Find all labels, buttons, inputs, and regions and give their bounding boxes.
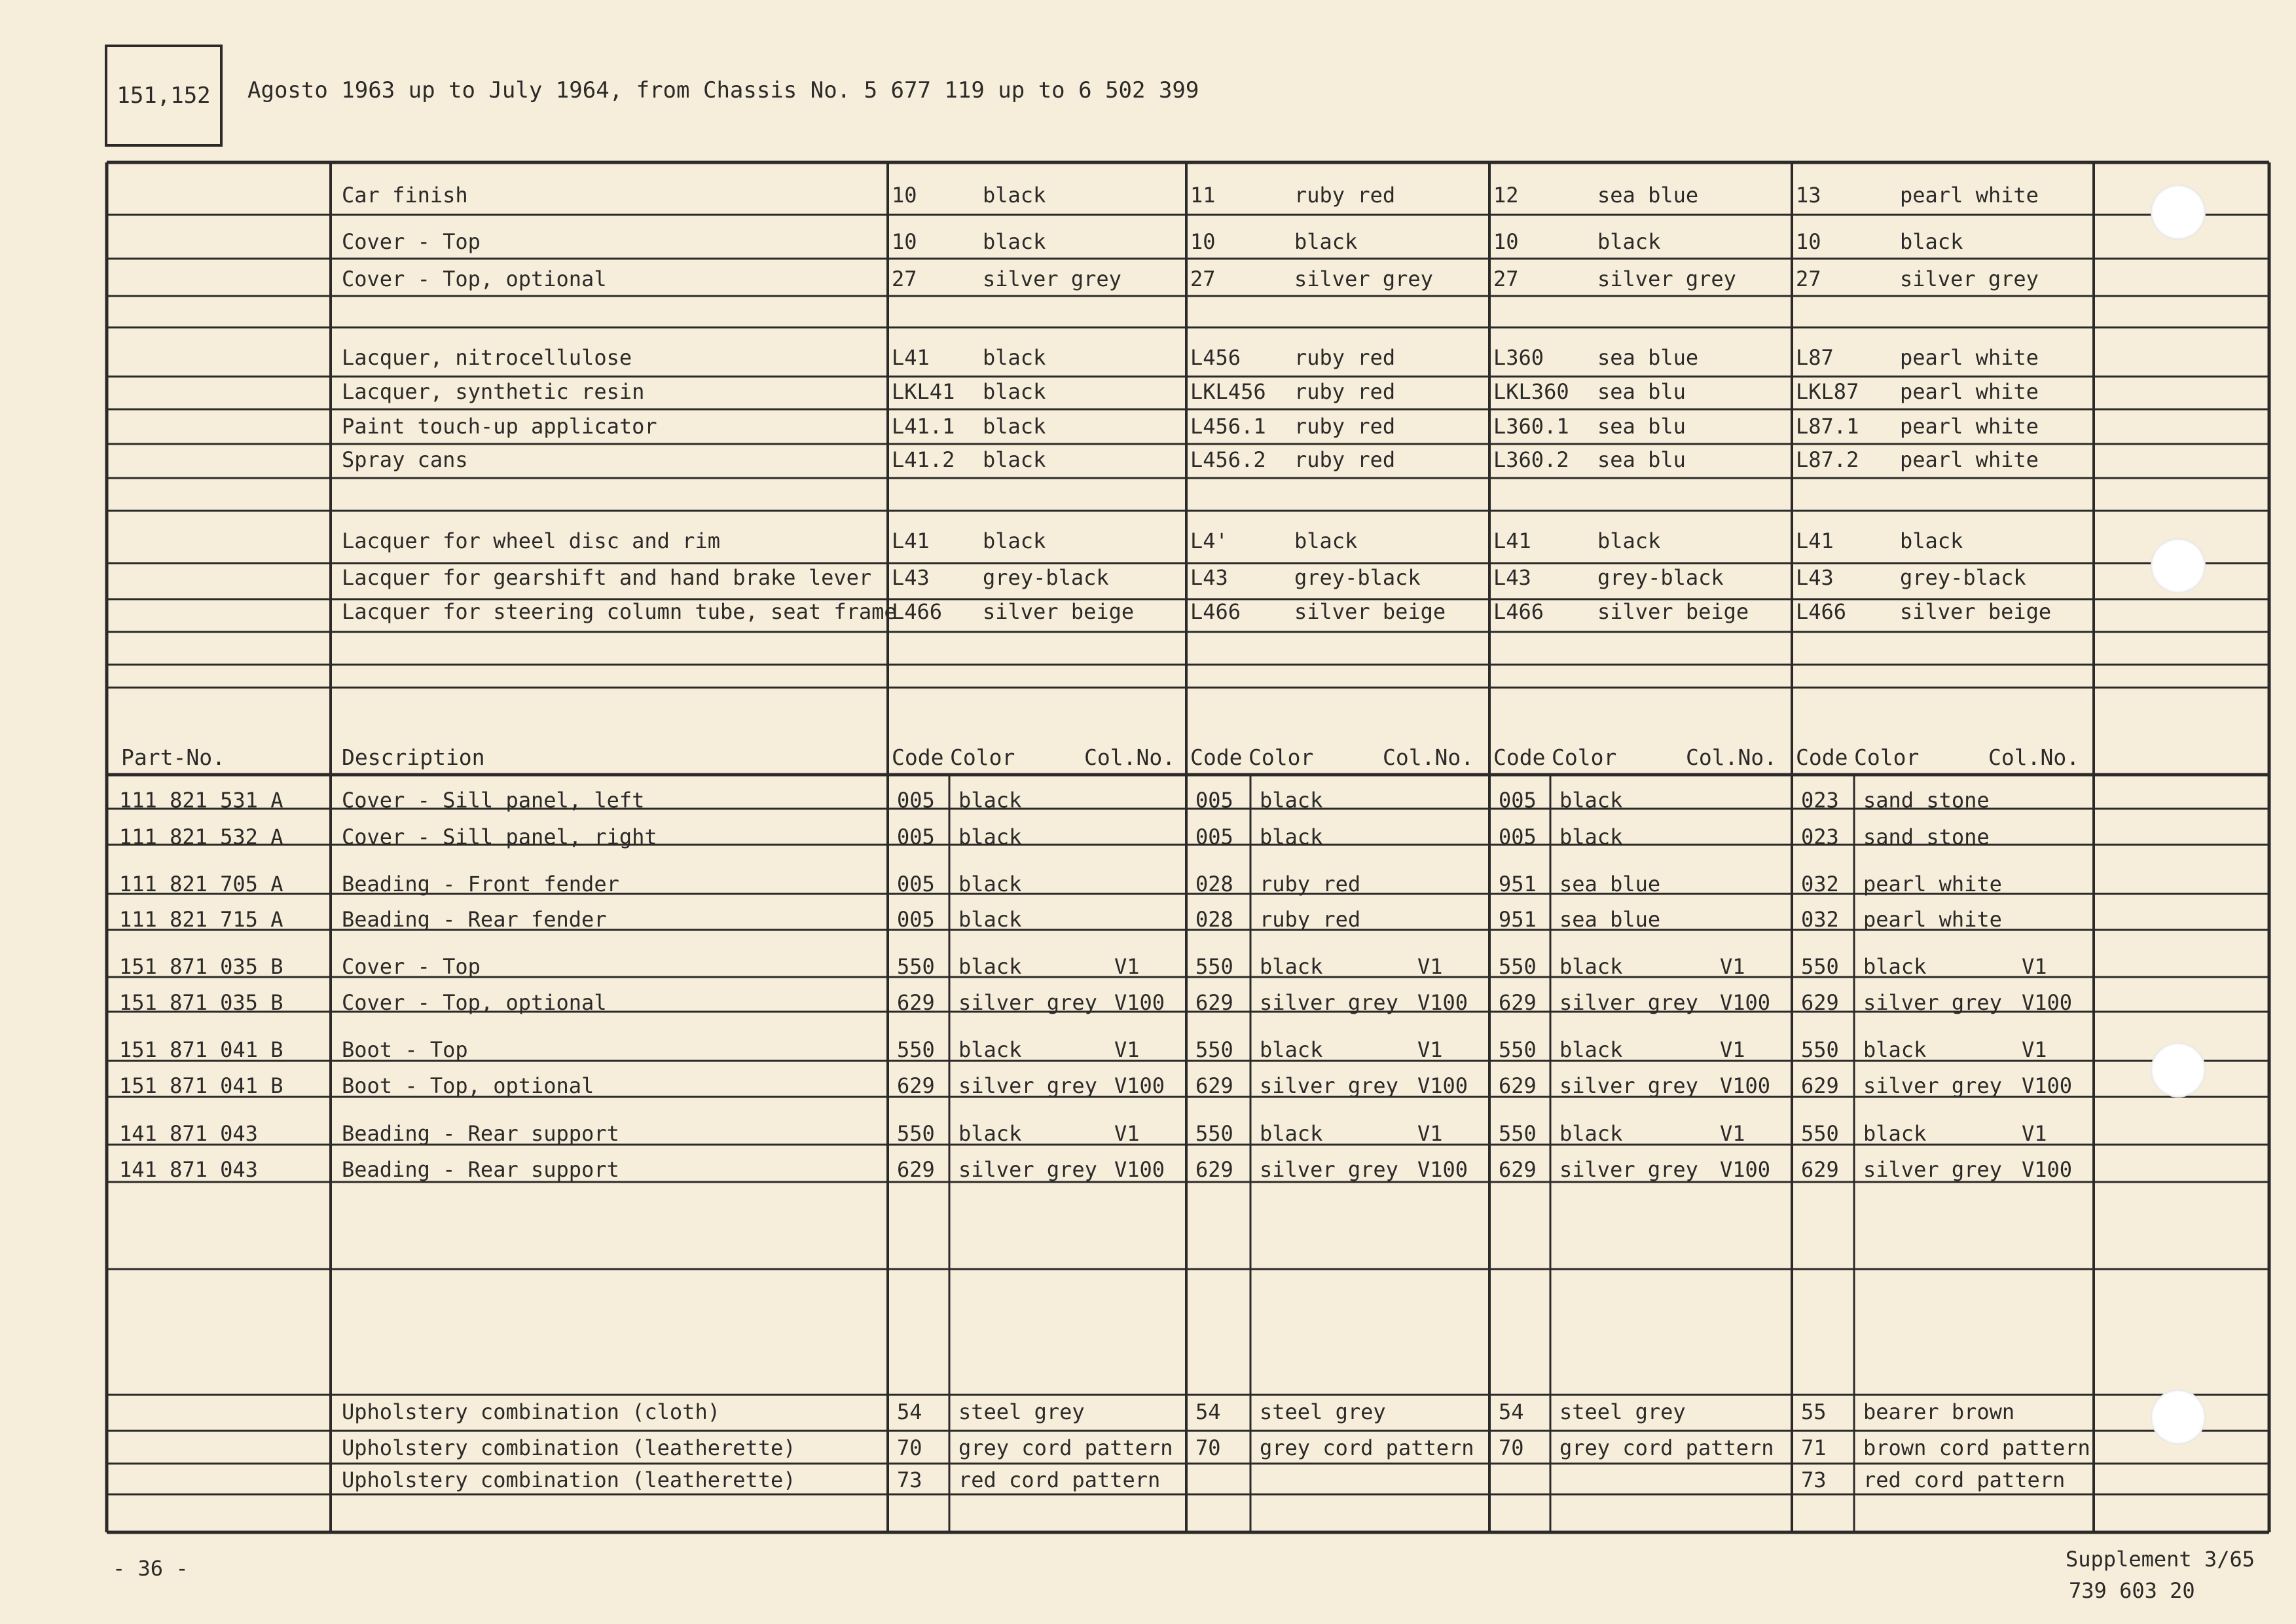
color-code: 951 (1499, 907, 1537, 932)
part-number: 111 821 705 A (119, 872, 283, 896)
part-description: Beading - Rear support (342, 1121, 619, 1146)
color-value: black (1597, 528, 1661, 553)
color-name: black (958, 1037, 1022, 1062)
code-value: 10 (1190, 229, 1216, 254)
binder-hole (2151, 1043, 2206, 1098)
code-value: L87 (1796, 345, 1834, 370)
color-code: 023 (1801, 788, 1839, 813)
color-code: 028 (1195, 872, 1233, 896)
code-value: 10 (1493, 229, 1519, 254)
color-code: 951 (1499, 872, 1537, 896)
column-header-color: Color (950, 745, 1015, 770)
description-label: Lacquer for gearshift and hand brake lever (342, 565, 872, 590)
col-no: V1 (1417, 1037, 1443, 1062)
col-no: V1 (1417, 954, 1443, 979)
color-value: black (983, 345, 1046, 370)
upholstery-code: 54 (1499, 1399, 1524, 1424)
color-code: 550 (1195, 954, 1233, 979)
color-value: black (1900, 229, 1963, 254)
description-label: Lacquer, nitrocellulose (342, 345, 632, 370)
color-value: pearl white (1900, 447, 2039, 472)
color-name: sand stone (1863, 824, 1990, 849)
color-value: silver beige (1900, 599, 2052, 624)
col-no: V1 (1417, 1121, 1443, 1146)
col-no: V100 (1417, 1073, 1468, 1098)
color-value: silver beige (1294, 599, 1446, 624)
color-value: ruby red (1294, 414, 1396, 439)
color-name: silver grey (1863, 1157, 2002, 1182)
part-number: 151 871 041 B (119, 1073, 283, 1098)
color-code: 550 (897, 954, 935, 979)
color-code: 550 (897, 1121, 935, 1146)
color-code: 629 (1499, 1073, 1537, 1098)
code-value: L4' (1190, 528, 1228, 553)
color-code: 005 (897, 788, 935, 813)
upholstery-label: Upholstery combination (cloth) (342, 1399, 720, 1424)
part-number: 111 821 532 A (119, 824, 283, 849)
column-header-color: Color (1248, 745, 1314, 770)
code-value: L466 (1796, 599, 1847, 624)
col-no: V100 (1417, 1157, 1468, 1182)
description-label: Car finish (342, 183, 468, 208)
part-number: 151 871 041 B (119, 1037, 283, 1062)
color-name: black (1260, 954, 1323, 979)
color-code: 550 (1499, 1037, 1537, 1062)
part-description: Beading - Front fender (342, 872, 619, 896)
description-label: Cover - Top, optional (342, 267, 607, 291)
upholstery-color: steel grey (1260, 1399, 1386, 1424)
color-name: sand stone (1863, 788, 1990, 813)
code-value: L466 (892, 599, 943, 624)
upholstery-code: 71 (1801, 1435, 1827, 1460)
color-name: black (1559, 788, 1623, 813)
part-description: Beading - Rear support (342, 1157, 619, 1182)
col-no: V100 (1720, 990, 1771, 1015)
document-number: 739 603 20 (2069, 1578, 2195, 1603)
color-value: black (1597, 229, 1661, 254)
code-value: L41.1 (892, 414, 955, 439)
code-value: L41 (1493, 528, 1531, 553)
color-value: grey-black (1294, 565, 1421, 590)
code-value: LKL41 (892, 379, 955, 404)
code-value: 10 (1796, 229, 1821, 254)
color-code: 629 (1195, 1157, 1233, 1182)
color-name: silver grey (1863, 1073, 2002, 1098)
upholstery-color: bearer brown (1863, 1399, 2015, 1424)
code-value: L87.1 (1796, 414, 1859, 439)
color-code: 028 (1195, 907, 1233, 932)
code-value: 10 (892, 229, 917, 254)
color-name: silver grey (1863, 990, 2002, 1015)
code-value: L41 (1796, 528, 1834, 553)
part-description: Cover - Top, optional (342, 990, 607, 1015)
col-no: V1 (1720, 1121, 1745, 1146)
binder-hole (2151, 538, 2206, 593)
color-code: 005 (1499, 824, 1537, 849)
code-value: LKL456 (1190, 379, 1266, 404)
col-no: V100 (1114, 1073, 1165, 1098)
color-code: 629 (1195, 990, 1233, 1015)
column-header-col-no: Col.No. (1686, 745, 1777, 770)
part-description: Cover - Sill panel, left (342, 788, 645, 813)
description-label: Lacquer for steering column tube, seat frame (342, 599, 897, 624)
code-value: LKL87 (1796, 379, 1859, 404)
binder-hole (2151, 1390, 2206, 1445)
col-no: V100 (1417, 990, 1468, 1015)
color-value: pearl white (1900, 379, 2039, 404)
upholstery-color: grey cord pattern (958, 1435, 1173, 1460)
color-code: 629 (1801, 990, 1839, 1015)
color-name: black (958, 1121, 1022, 1146)
description-label: Lacquer for wheel disc and rim (342, 528, 720, 553)
col-no: V1 (2022, 1037, 2047, 1062)
col-no: V100 (2022, 1073, 2073, 1098)
color-value: ruby red (1294, 379, 1396, 404)
column-header-code: Code (1493, 745, 1546, 770)
color-value: ruby red (1294, 345, 1396, 370)
code-value: L43 (1190, 565, 1228, 590)
color-code: 023 (1801, 824, 1839, 849)
color-code: 550 (897, 1037, 935, 1062)
code-value: 27 (1493, 267, 1519, 291)
upholstery-code: 70 (897, 1435, 922, 1460)
color-name: silver grey (1260, 1157, 1398, 1182)
col-no: V100 (2022, 990, 2073, 1015)
code-value: 13 (1796, 183, 1821, 208)
upholstery-color: steel grey (1559, 1399, 1686, 1424)
color-code: 550 (1499, 954, 1537, 979)
color-name: black (1260, 1037, 1323, 1062)
color-name: black (958, 872, 1022, 896)
color-name: silver grey (958, 1073, 1097, 1098)
binder-hole (2151, 185, 2206, 240)
column-header-part-no: Part-No. (121, 745, 225, 770)
upholstery-code: 70 (1195, 1435, 1221, 1460)
upholstery-color: brown cord pattern (1863, 1435, 2090, 1460)
color-value: ruby red (1294, 183, 1396, 208)
code-value: L456.1 (1190, 414, 1266, 439)
color-name: black (1260, 1121, 1323, 1146)
description-label: Spray cans (342, 447, 468, 472)
description-label: Paint touch-up applicator (342, 414, 657, 439)
color-value: sea blue (1597, 345, 1699, 370)
color-code: 550 (1801, 1121, 1839, 1146)
color-name: black (1863, 954, 1927, 979)
code-value: L360.2 (1493, 447, 1569, 472)
code-value: 27 (1796, 267, 1821, 291)
col-no: V1 (1720, 954, 1745, 979)
upholstery-code: 54 (897, 1399, 922, 1424)
color-value: sea blu (1597, 379, 1686, 404)
column-header-code: Code (892, 745, 944, 770)
color-name: black (958, 788, 1022, 813)
color-value: grey-black (1597, 565, 1724, 590)
column-header-col-no: Col.No. (1383, 745, 1474, 770)
code-value: L456.2 (1190, 447, 1266, 472)
part-number: 141 871 043 (119, 1121, 258, 1146)
part-number: 111 821 715 A (119, 907, 283, 932)
color-code: 629 (1499, 990, 1537, 1015)
color-value: pearl white (1900, 345, 2039, 370)
col-no: V100 (1114, 1157, 1165, 1182)
color-value: sea blu (1597, 447, 1686, 472)
color-code: 629 (897, 1073, 935, 1098)
upholstery-code: 73 (897, 1467, 922, 1492)
color-name: black (1863, 1121, 1927, 1146)
part-number: 151 871 035 B (119, 990, 283, 1015)
color-code: 629 (1801, 1073, 1839, 1098)
upholstery-color: grey cord pattern (1559, 1435, 1774, 1460)
code-value: 27 (892, 267, 917, 291)
color-name: silver grey (1559, 990, 1698, 1015)
color-code: 005 (1195, 824, 1233, 849)
color-value: sea blu (1597, 414, 1686, 439)
color-name: ruby red (1260, 907, 1361, 932)
color-value: pearl white (1900, 414, 2039, 439)
color-name: black (1260, 788, 1323, 813)
color-code: 629 (1801, 1157, 1839, 1182)
code-value: L87.2 (1796, 447, 1859, 472)
column-header-col-no: Col.No. (1988, 745, 2080, 770)
col-no: V100 (1114, 990, 1165, 1015)
color-name: silver grey (958, 990, 1097, 1015)
col-no: V1 (1720, 1037, 1745, 1062)
color-code: 032 (1801, 872, 1839, 896)
color-name: black (1559, 824, 1623, 849)
column-header-description: Description (342, 745, 485, 770)
color-name: black (1260, 824, 1323, 849)
part-number: 141 871 043 (119, 1157, 258, 1182)
color-value: ruby red (1294, 447, 1396, 472)
color-name: pearl white (1863, 907, 2002, 932)
code-value: 10 (892, 183, 917, 208)
color-code: 629 (1499, 1157, 1537, 1182)
upholstery-code: 70 (1499, 1435, 1524, 1460)
color-value: black (983, 379, 1046, 404)
color-value: black (983, 528, 1046, 553)
code-value: L360 (1493, 345, 1544, 370)
color-code: 629 (897, 1157, 935, 1182)
upholstery-color: steel grey (958, 1399, 1085, 1424)
column-header-color: Color (1552, 745, 1617, 770)
column-header-col-no: Col.No. (1084, 745, 1176, 770)
color-name: black (1863, 1037, 1927, 1062)
code-value: L41 (892, 345, 930, 370)
upholstery-code: 55 (1801, 1399, 1827, 1424)
color-code: 550 (1195, 1121, 1233, 1146)
upholstery-color: red cord pattern (958, 1467, 1161, 1492)
color-code: 032 (1801, 907, 1839, 932)
code-value: L456 (1190, 345, 1241, 370)
color-name: silver grey (958, 1157, 1097, 1182)
color-code: 629 (1195, 1073, 1233, 1098)
code-value: 12 (1493, 183, 1519, 208)
color-name: pearl white (1863, 872, 2002, 896)
color-value: black (983, 447, 1046, 472)
col-no: V100 (1720, 1157, 1771, 1182)
color-name: black (1559, 1121, 1623, 1146)
color-code: 005 (1195, 788, 1233, 813)
color-code: 005 (897, 872, 935, 896)
code-value: L466 (1190, 599, 1241, 624)
color-value: black (1294, 229, 1358, 254)
upholstery-code: 73 (1801, 1467, 1827, 1492)
color-name: silver grey (1260, 1073, 1398, 1098)
code-value: LKL360 (1493, 379, 1569, 404)
color-value: pearl white (1900, 183, 2039, 208)
color-value: silver grey (1597, 267, 1736, 291)
color-name: silver grey (1559, 1157, 1698, 1182)
color-name: black (1559, 1037, 1623, 1062)
color-code: 550 (1195, 1037, 1233, 1062)
col-no: V1 (1114, 1037, 1140, 1062)
color-name: black (1559, 954, 1623, 979)
col-no: V100 (2022, 1157, 2073, 1182)
code-value: L43 (1493, 565, 1531, 590)
color-name: sea blue (1559, 872, 1661, 896)
code-value: L43 (892, 565, 930, 590)
color-value: black (1294, 528, 1358, 553)
code-value: 11 (1190, 183, 1216, 208)
color-value: sea blue (1597, 183, 1699, 208)
color-name: black (958, 907, 1022, 932)
col-no: V1 (1114, 1121, 1140, 1146)
color-name: ruby red (1260, 872, 1361, 896)
part-description: Beading - Rear fender (342, 907, 607, 932)
color-name: silver grey (1559, 1073, 1698, 1098)
description-label: Lacquer, synthetic resin (342, 379, 645, 404)
color-code: 629 (897, 990, 935, 1015)
upholstery-color: grey cord pattern (1260, 1435, 1474, 1460)
column-header-color: Color (1854, 745, 1920, 770)
upholstery-label: Upholstery combination (leatherette) (342, 1435, 796, 1460)
validity-period: Agosto 1963 up to July 1964, from Chassis No. 5 677 119 up to 6 502 399 (247, 77, 1199, 103)
col-no: V100 (1720, 1073, 1771, 1098)
color-value: grey-black (983, 565, 1109, 590)
part-description: Boot - Top, optional (342, 1073, 594, 1098)
col-no: V1 (2022, 1121, 2047, 1146)
upholstery-color: red cord pattern (1863, 1467, 2066, 1492)
page-number: - 36 - (113, 1556, 189, 1581)
column-header-code: Code (1190, 745, 1243, 770)
color-name: black (958, 954, 1022, 979)
color-value: black (983, 229, 1046, 254)
description-label: Cover - Top (342, 229, 481, 254)
color-value: black (983, 183, 1046, 208)
code-value: 27 (1190, 267, 1216, 291)
part-number: 151 871 035 B (119, 954, 283, 979)
color-value: silver beige (1597, 599, 1749, 624)
color-code: 005 (897, 907, 935, 932)
color-name: silver grey (1260, 990, 1398, 1015)
color-value: silver grey (983, 267, 1121, 291)
part-number: 111 821 531 A (119, 788, 283, 813)
code-value: L41 (892, 528, 930, 553)
code-value: L43 (1796, 565, 1834, 590)
model-number: 151,152 (117, 83, 211, 109)
upholstery-code: 54 (1195, 1399, 1221, 1424)
color-code: 550 (1801, 1037, 1839, 1062)
part-description: Boot - Top (342, 1037, 468, 1062)
column-header-code: Code (1796, 745, 1848, 770)
code-value: L360.1 (1493, 414, 1569, 439)
code-value: L466 (1493, 599, 1544, 624)
color-name: sea blue (1559, 907, 1661, 932)
color-code: 550 (1801, 954, 1839, 979)
color-value: black (983, 414, 1046, 439)
supplement-label: Supplement 3/65 (2066, 1547, 2255, 1572)
color-code: 005 (1499, 788, 1537, 813)
col-no: V1 (2022, 954, 2047, 979)
color-value: silver grey (1294, 267, 1433, 291)
part-description: Cover - Top (342, 954, 481, 979)
code-value: L41.2 (892, 447, 955, 472)
color-code: 005 (897, 824, 935, 849)
col-no: V1 (1114, 954, 1140, 979)
color-value: black (1900, 528, 1963, 553)
color-value: silver beige (983, 599, 1135, 624)
color-value: silver grey (1900, 267, 2039, 291)
upholstery-label: Upholstery combination (leatherette) (342, 1467, 796, 1492)
part-description: Cover - Sill panel, right (342, 824, 657, 849)
color-value: grey-black (1900, 565, 2026, 590)
color-name: black (958, 824, 1022, 849)
color-code: 550 (1499, 1121, 1537, 1146)
